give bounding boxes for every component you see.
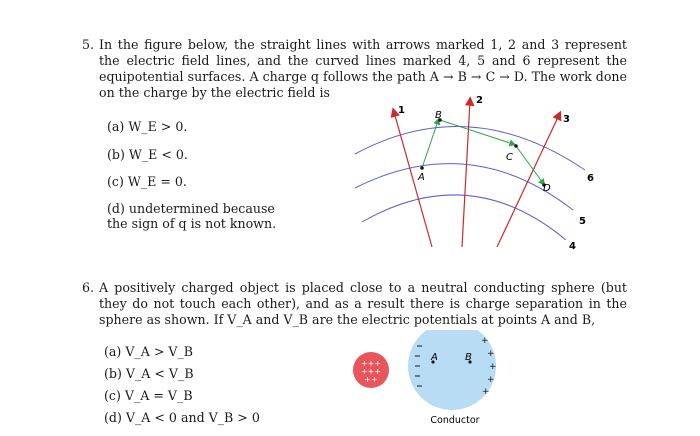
q6-option-b[interactable]: (b) V_A < V_B xyxy=(104,366,194,381)
q6-option-c[interactable]: (c) V_A = V_B xyxy=(104,388,193,403)
svg-text:+: + xyxy=(482,387,490,397)
equipotential-label-4: 4 xyxy=(569,241,576,252)
svg-text:+: + xyxy=(487,375,495,385)
svg-text:+++: +++ xyxy=(360,367,382,376)
q5-option-c[interactable]: (c) W_E = 0. xyxy=(107,174,187,189)
svg-text:+: + xyxy=(489,362,497,372)
question-6 xyxy=(82,280,627,328)
svg-text:+++: +++ xyxy=(360,359,382,368)
field-line-label-2: 2 xyxy=(476,95,483,106)
q6-option-a[interactable]: (a) V_A > V_B xyxy=(104,344,194,359)
question-6-number: 6. xyxy=(82,280,95,295)
q5-option-a[interactable]: (a) W_E > 0. xyxy=(107,119,188,134)
svg-text:+: + xyxy=(487,349,495,359)
field-line-1 xyxy=(394,112,432,247)
svg-text:++: ++ xyxy=(364,375,378,384)
field-line-label-1: 1 xyxy=(398,105,405,116)
question-6-stem: A positively charged object is placed close to a neutral conducting sphere (but they do not touch each other), and as a result there is charge separation in the sphere as shown. If V_A and V_B are the electric potentials at points A and B, xyxy=(99,280,627,327)
q5-option-d[interactable]: (d) undetermined because the sign of q is not known. xyxy=(107,201,277,231)
question-5-number: 5. xyxy=(82,37,95,52)
point-label-D: D xyxy=(543,183,551,194)
point-label-B: B xyxy=(465,352,472,363)
field-line-label-3: 3 xyxy=(563,114,570,125)
q5-option-b[interactable]: (b) W_E < 0. xyxy=(107,147,188,162)
point-label-A: A xyxy=(418,172,425,183)
point-label-A: A xyxy=(431,352,438,363)
equipotential-label-6: 6 xyxy=(587,173,594,184)
equipotential-label-5: 5 xyxy=(579,216,586,227)
q5-figure xyxy=(340,92,630,252)
q6-option-d[interactable]: (d) V_A < 0 and V_B > 0 xyxy=(104,410,260,425)
point-label-C: C xyxy=(506,152,513,163)
point-label-B: B xyxy=(435,110,442,121)
conductor-label: Conductor xyxy=(430,415,480,426)
q6-figure xyxy=(340,330,510,434)
field-line-2 xyxy=(462,101,470,247)
question-5-stem: In the figure below, the straight lines with arrows marked 1, 2 and 3 represent the electric field lines, and the curved lines marked 4, 5 and 6 represent the equipotential surfaces. A charge q follows the path A → B → C → D. The work done on the charge by the electric field is xyxy=(99,37,627,100)
svg-text:+: + xyxy=(481,336,489,346)
